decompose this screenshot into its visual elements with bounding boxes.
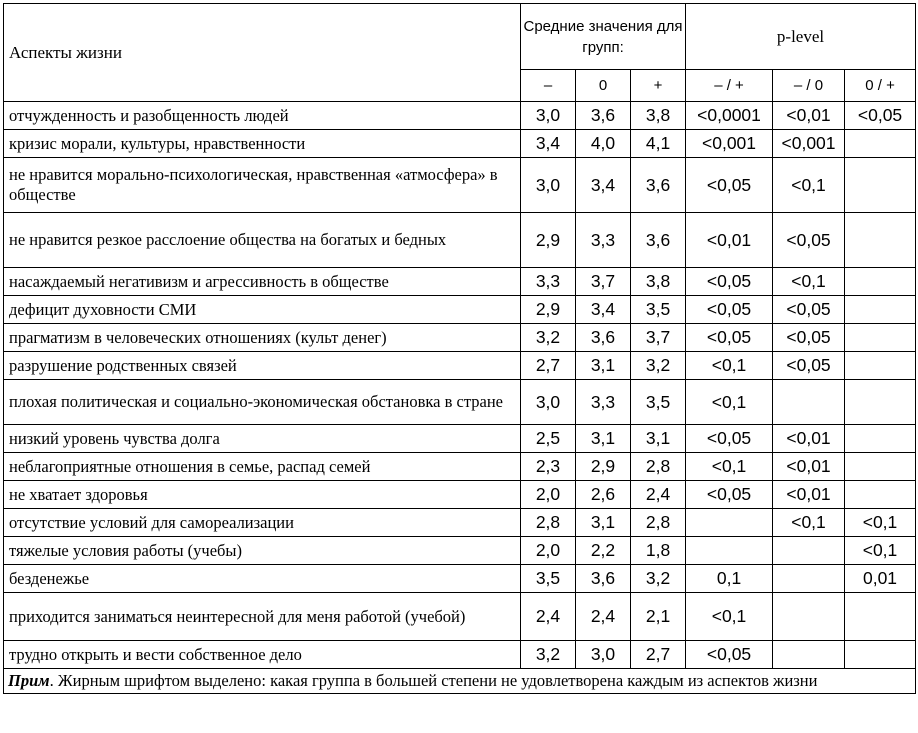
plevel-zero-plus-cell [845, 324, 916, 352]
table-row [4, 296, 916, 324]
aspect-cell: разрушение родственных связей [4, 352, 521, 380]
table-row [4, 130, 916, 158]
aspect-cell: трудно открыть и вести собственное дело [4, 641, 521, 669]
plevel-minus-zero-cell [773, 537, 845, 565]
table-row [4, 380, 916, 425]
mean-minus-cell: 3,0 [521, 158, 576, 213]
plevel-minus-plus-cell: <0,05 [686, 324, 773, 352]
mean-minus-cell: 3,2 [521, 641, 576, 669]
mean-zero-cell: 3,1 [576, 425, 631, 453]
mean-minus-cell: 2,0 [521, 481, 576, 509]
table-row [4, 102, 916, 130]
mean-plus-cell: 1,8 [631, 537, 686, 565]
comparison-minus-zero-header: – / 0 [773, 70, 845, 102]
life-aspects-table [3, 3, 916, 694]
means-column-header: Средние значения для групп: [521, 4, 686, 70]
plevel-minus-zero-cell: <0,1 [773, 158, 845, 213]
aspect-cell: тяжелые условия работы (учебы) [4, 537, 521, 565]
mean-zero-cell: 3,7 [576, 268, 631, 296]
aspect-cell: не нравится резкое расслоение общества на богатых и бедных [4, 213, 521, 268]
mean-minus-cell: 3,3 [521, 268, 576, 296]
mean-minus-cell: 3,0 [521, 380, 576, 425]
plevel-minus-plus-cell: <0,1 [686, 380, 773, 425]
table-row [4, 509, 916, 537]
plevel-minus-zero-cell [773, 593, 845, 641]
plevel-minus-plus-cell: <0,05 [686, 425, 773, 453]
plevel-zero-plus-cell [845, 481, 916, 509]
plevel-minus-zero-cell [773, 380, 845, 425]
plevel-zero-plus-cell: <0,1 [845, 509, 916, 537]
mean-zero-cell: 3,6 [576, 324, 631, 352]
mean-minus-cell: 2,9 [521, 296, 576, 324]
mean-minus-cell: 2,3 [521, 453, 576, 481]
aspect-cell: не нравится морально-психологическая, нравственная «атмосфера» в обществе [4, 158, 521, 213]
aspect-cell: прагматизм в человеческих отношениях (культ денег) [4, 324, 521, 352]
plevel-zero-plus-cell [845, 296, 916, 324]
mean-minus-cell: 3,2 [521, 324, 576, 352]
mean-plus-cell: 2,4 [631, 481, 686, 509]
plevel-minus-zero-cell: <0,01 [773, 102, 845, 130]
mean-plus-cell: 3,5 [631, 296, 686, 324]
plevel-minus-zero-cell [773, 565, 845, 593]
plevel-minus-plus-cell: <0,1 [686, 453, 773, 481]
mean-zero-cell: 2,2 [576, 537, 631, 565]
mean-minus-cell: 2,7 [521, 352, 576, 380]
plevel-minus-zero-cell: <0,05 [773, 296, 845, 324]
comparison-zero-plus-header: 0 / + [845, 70, 916, 102]
mean-plus-cell: 2,8 [631, 453, 686, 481]
table-row [4, 537, 916, 565]
mean-zero-cell: 2,6 [576, 481, 631, 509]
plevel-zero-plus-cell [845, 213, 916, 268]
note-label: Прим [8, 671, 50, 690]
mean-plus-cell: 3,6 [631, 158, 686, 213]
plevel-minus-zero-cell: <0,01 [773, 425, 845, 453]
group-minus-header: – [521, 70, 576, 102]
mean-zero-cell: 3,1 [576, 509, 631, 537]
aspect-cell: низкий уровень чувства долга [4, 425, 521, 453]
plevel-zero-plus-cell: 0,01 [845, 565, 916, 593]
mean-minus-cell: 2,0 [521, 537, 576, 565]
mean-plus-cell: 2,1 [631, 593, 686, 641]
mean-zero-cell: 3,0 [576, 641, 631, 669]
footnote [4, 669, 916, 694]
table-row [4, 453, 916, 481]
plevel-minus-zero-cell: <0,1 [773, 268, 845, 296]
mean-plus-cell: 4,1 [631, 130, 686, 158]
mean-minus-cell: 2,5 [521, 425, 576, 453]
mean-zero-cell: 3,1 [576, 352, 631, 380]
plevel-minus-zero-cell: <0,01 [773, 481, 845, 509]
plevel-minus-plus-cell: <0,1 [686, 593, 773, 641]
aspect-cell: неблагоприятные отношения в семье, распад семей [4, 453, 521, 481]
comparison-minus-plus-header: – / + [686, 70, 773, 102]
table-row [4, 213, 916, 268]
mean-minus-cell: 3,5 [521, 565, 576, 593]
mean-minus-cell: 2,9 [521, 213, 576, 268]
plevel-minus-zero-cell: <0,05 [773, 352, 845, 380]
mean-minus-cell: 3,4 [521, 130, 576, 158]
plevel-zero-plus-cell: <0,1 [845, 537, 916, 565]
mean-plus-cell: 2,8 [631, 509, 686, 537]
plevel-zero-plus-cell [845, 268, 916, 296]
plevel-column-header: p-level [686, 4, 916, 70]
table-row [4, 641, 916, 669]
mean-plus-cell: 3,2 [631, 352, 686, 380]
mean-minus-cell: 2,8 [521, 509, 576, 537]
mean-zero-cell: 4,0 [576, 130, 631, 158]
aspect-cell: дефицит духовности СМИ [4, 296, 521, 324]
mean-plus-cell: 3,8 [631, 102, 686, 130]
table-row [4, 268, 916, 296]
plevel-zero-plus-cell: <0,05 [845, 102, 916, 130]
mean-minus-cell: 3,0 [521, 102, 576, 130]
mean-zero-cell: 3,4 [576, 158, 631, 213]
plevel-zero-plus-cell [845, 425, 916, 453]
table-row [4, 352, 916, 380]
table-row [4, 481, 916, 509]
plevel-minus-zero-cell [773, 641, 845, 669]
mean-plus-cell: 3,6 [631, 213, 686, 268]
plevel-minus-plus-cell: <0,001 [686, 130, 773, 158]
aspect-cell: безденежье [4, 565, 521, 593]
table-row [4, 565, 916, 593]
plevel-minus-plus-cell [686, 537, 773, 565]
plevel-minus-plus-cell [686, 509, 773, 537]
aspect-cell: насаждаемый негативизм и агрессивность в обществе [4, 268, 521, 296]
plevel-minus-plus-cell: <0,0001 [686, 102, 773, 130]
group-zero-header: 0 [576, 70, 631, 102]
plevel-minus-plus-cell: <0,01 [686, 213, 773, 268]
plevel-minus-plus-cell: <0,1 [686, 352, 773, 380]
plevel-zero-plus-cell [845, 158, 916, 213]
plevel-minus-plus-cell: <0,05 [686, 641, 773, 669]
plevel-minus-zero-cell: <0,01 [773, 453, 845, 481]
table-row [4, 593, 916, 641]
plevel-zero-plus-cell [845, 593, 916, 641]
table-row [4, 425, 916, 453]
mean-plus-cell: 3,5 [631, 380, 686, 425]
mean-plus-cell: 3,1 [631, 425, 686, 453]
plevel-minus-zero-cell: <0,001 [773, 130, 845, 158]
aspect-cell: плохая политическая и социально-экономическая обстановка в стране [4, 380, 521, 425]
mean-plus-cell: 2,7 [631, 641, 686, 669]
plevel-minus-plus-cell: 0,1 [686, 565, 773, 593]
mean-zero-cell: 3,6 [576, 102, 631, 130]
plevel-minus-plus-cell: <0,05 [686, 158, 773, 213]
plevel-zero-plus-cell [845, 380, 916, 425]
plevel-minus-plus-cell: <0,05 [686, 481, 773, 509]
mean-zero-cell: 3,4 [576, 296, 631, 324]
mean-zero-cell: 2,9 [576, 453, 631, 481]
note-text: . Жирным шрифтом выделено: какая группа в большей степени не удовлетворена каждым из аспектов жизни [49, 671, 818, 690]
plevel-zero-plus-cell [845, 641, 916, 669]
aspect-column-header: Аспекты жизни [4, 4, 521, 102]
plevel-zero-plus-cell [845, 352, 916, 380]
mean-plus-cell: 3,7 [631, 324, 686, 352]
cropped-text-fragment [160, 0, 390, 2]
mean-zero-cell: 3,3 [576, 213, 631, 268]
aspect-cell: отчужденность и разобщенность людей [4, 102, 521, 130]
plevel-minus-zero-cell: <0,1 [773, 509, 845, 537]
table-row [4, 158, 916, 213]
plevel-zero-plus-cell [845, 453, 916, 481]
header-row-top [4, 4, 916, 70]
plevel-zero-plus-cell [845, 130, 916, 158]
plevel-minus-plus-cell: <0,05 [686, 268, 773, 296]
aspect-cell: кризис морали, культуры, нравственности [4, 130, 521, 158]
plevel-minus-plus-cell: <0,05 [686, 296, 773, 324]
aspect-cell: не хватает здоровья [4, 481, 521, 509]
plevel-minus-zero-cell: <0,05 [773, 324, 845, 352]
note-row [4, 669, 916, 694]
mean-zero-cell: 2,4 [576, 593, 631, 641]
table-row [4, 324, 916, 352]
aspect-cell: приходится заниматься неинтересной для меня работой (учебой) [4, 593, 521, 641]
mean-zero-cell: 3,6 [576, 565, 631, 593]
mean-zero-cell: 3,3 [576, 380, 631, 425]
mean-plus-cell: 3,8 [631, 268, 686, 296]
mean-plus-cell: 3,2 [631, 565, 686, 593]
mean-minus-cell: 2,4 [521, 593, 576, 641]
plevel-minus-zero-cell: <0,05 [773, 213, 845, 268]
group-plus-header: + [631, 70, 686, 102]
aspect-cell: отсутствие условий для самореализации [4, 509, 521, 537]
